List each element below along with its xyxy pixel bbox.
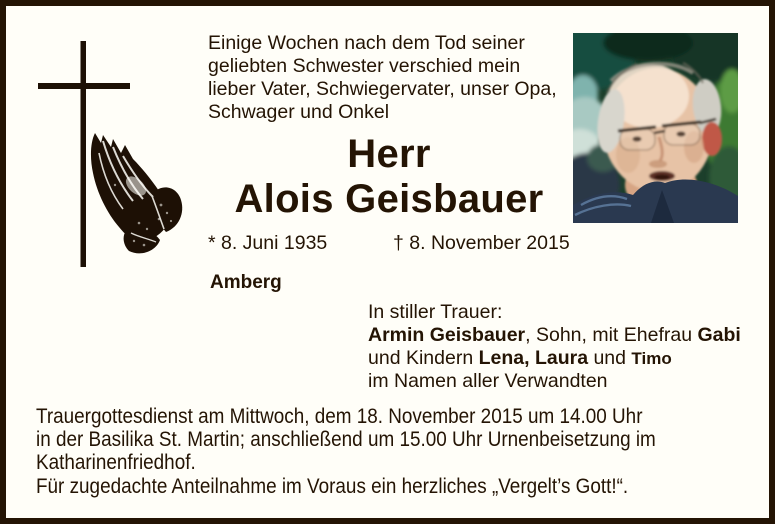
deceased-name: Alois Geisbauer bbox=[234, 177, 544, 221]
cross-icon bbox=[81, 41, 87, 267]
intro-line: lieber Vater, Schwiegervater, unser Opa, bbox=[208, 78, 557, 100]
mourner-name: Gabi bbox=[697, 324, 741, 346]
mourning-line: im Namen aller Verwandten bbox=[368, 370, 608, 392]
intro-paragraph bbox=[208, 32, 578, 124]
mourning-text: , Sohn, mit Ehefrau bbox=[525, 324, 698, 346]
portrait-photo bbox=[573, 33, 738, 223]
life-dates bbox=[208, 232, 578, 256]
mourning-block bbox=[368, 301, 741, 393]
mourning-header: In stiller Trauer: bbox=[368, 301, 503, 323]
mourner-name: Timo bbox=[631, 349, 672, 368]
service-info-block bbox=[36, 405, 725, 498]
cross-and-praying-hands-icon bbox=[35, 35, 201, 276]
service-line: in der Basilika St. Martin; anschließend um 15.00 Uhr Urnenbeisetzung im bbox=[36, 428, 656, 452]
mourning-line bbox=[368, 324, 741, 347]
birth-date: * 8. Juni 1935 bbox=[208, 232, 328, 254]
intro-line: Schwager und Onkel bbox=[208, 101, 390, 123]
intro-line: geliebten Schwester verschied mein bbox=[208, 55, 521, 77]
service-line: Trauergottesdienst am Mittwoch, dem 18. November 2015 um 14.00 Uhr bbox=[36, 405, 643, 428]
residence: Amberg bbox=[210, 272, 282, 293]
intro-line: Einige Wochen nach dem Tod seiner bbox=[208, 32, 525, 54]
death-date: † 8. November 2015 bbox=[393, 232, 570, 254]
mourner-name: Armin Geisbauer bbox=[368, 324, 526, 346]
salutation: Herr bbox=[347, 132, 431, 176]
deceased-name-block bbox=[206, 132, 572, 222]
mourner-name: Lena, Laura bbox=[478, 347, 589, 369]
service-line: Katharinenfriedhof. bbox=[36, 451, 196, 475]
mourning-line bbox=[368, 347, 741, 370]
mourning-text: und bbox=[588, 347, 632, 369]
service-line: Für zugedachte Anteilnahme im Voraus ein herzliches „Vergelt’s Gott!“. bbox=[36, 474, 629, 498]
mourning-text: und Kindern bbox=[368, 347, 479, 369]
